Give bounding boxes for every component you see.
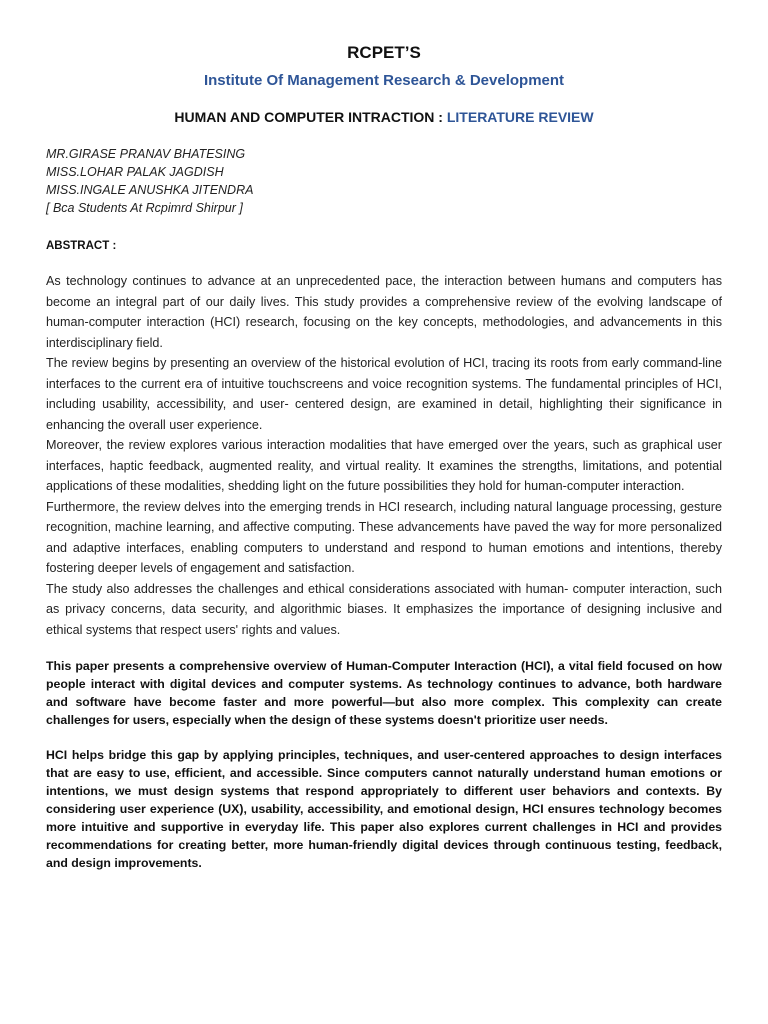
summary-paragraph: HCI helps bridge this gap by applying principles, techniques, and user-centered approaches to design interfaces that are easy to use, efficient, and accessible. Since computers cannot naturally understand human emotions or intentions, we must design systems that respond appropriately to different user behaviors and contexts. By considering user experience (UX), usability, accessibility, and emotional design, HCI ensures technology becomes more intuitive and supportive in everyday life. This paper also explores current challenges in HCI and provides recommendations for creating better, more human-friendly digital devices through continuous testing, feedback, and design improvements. <box>46 748 722 870</box>
abstract-paragraph: Furthermore, the review delves into the emerging trends in HCI research, including natural language processing, gesture recognition, machine learning, and affective computing. These advancements have paved the way for more personalized and adaptive interfaces, enabling computers to understand and respond to human emotions and intentions, thereby fostering deeper levels of engagement and satisfaction. <box>46 499 722 575</box>
author-affiliation: [ Bca Students At Rcpimrd Shirpur ] <box>46 201 243 215</box>
abstract-body <box>46 271 722 640</box>
author-name: MR.GIRASE PRANAV BHATESING <box>46 147 246 161</box>
author-list <box>46 145 722 217</box>
paper-title-accent: LITERATURE REVIEW <box>446 109 594 125</box>
abstract-paragraph: Moreover, the review explores various interaction modalities that have emerged over the years, such as graphical user interfaces, haptic feedback, augmented reality, and virtual reality. It examines the strengths, limitations, and potential applications of these modalities, shedding light on the future possibilities they hold for human-computer interaction. <box>46 438 722 493</box>
document-page <box>46 42 722 872</box>
summary-paragraph: This paper presents a comprehensive overview of Human-Computer Interaction (HCI), a vital field focused on how people interact with digital devices and computer systems. As technology continues to advance, both hardware and software have become faster and more powerful—but also more complex. This complexity can create challenges for users, especially when the design of these systems doesn't prioritize user needs. <box>46 659 722 727</box>
paper-title-main: HUMAN AND COMPUTER INTRACTION : <box>174 109 447 125</box>
institute-name: Institute Of Management Research & Development <box>203 72 565 89</box>
abstract-paragraph: The review begins by presenting an overview of the historical evolution of HCI, tracing its roots from early command-line interfaces to the current era of intuitive touchscreens and voice recognition systems. The fundamental principles of HCI, including usability, accessibility, and user- centered design, are examined in detail, highlighting their significance in enhancing the overall user experience. <box>46 356 722 432</box>
author-name: MISS.INGALE ANUSHKA JITENDRA <box>46 183 254 197</box>
paper-title <box>46 107 722 127</box>
author-name: MISS.LOHAR PALAK JAGDISH <box>46 165 224 179</box>
abstract-paragraph: As technology continues to advance at an unprecedented pace, the interaction between humans and computers has become an integral part of our daily lives. This study provides a comprehensive review of the evolving landscape of human-computer interaction (HCI) research, focusing on the key concepts, methodologies, and advancements in this interdisciplinary field. <box>46 274 722 350</box>
summary-section <box>46 657 722 872</box>
abstract-heading: ABSTRACT : <box>46 240 117 252</box>
organization-name: RCPET’S <box>347 43 421 62</box>
abstract-paragraph: The study also addresses the challenges and ethical considerations associated with human- computer interaction, such as privacy concerns, data security, and algorithmic biases. It emphasizes the importance of designing inclusive and ethical systems that respect users' rights and values. <box>46 581 722 637</box>
